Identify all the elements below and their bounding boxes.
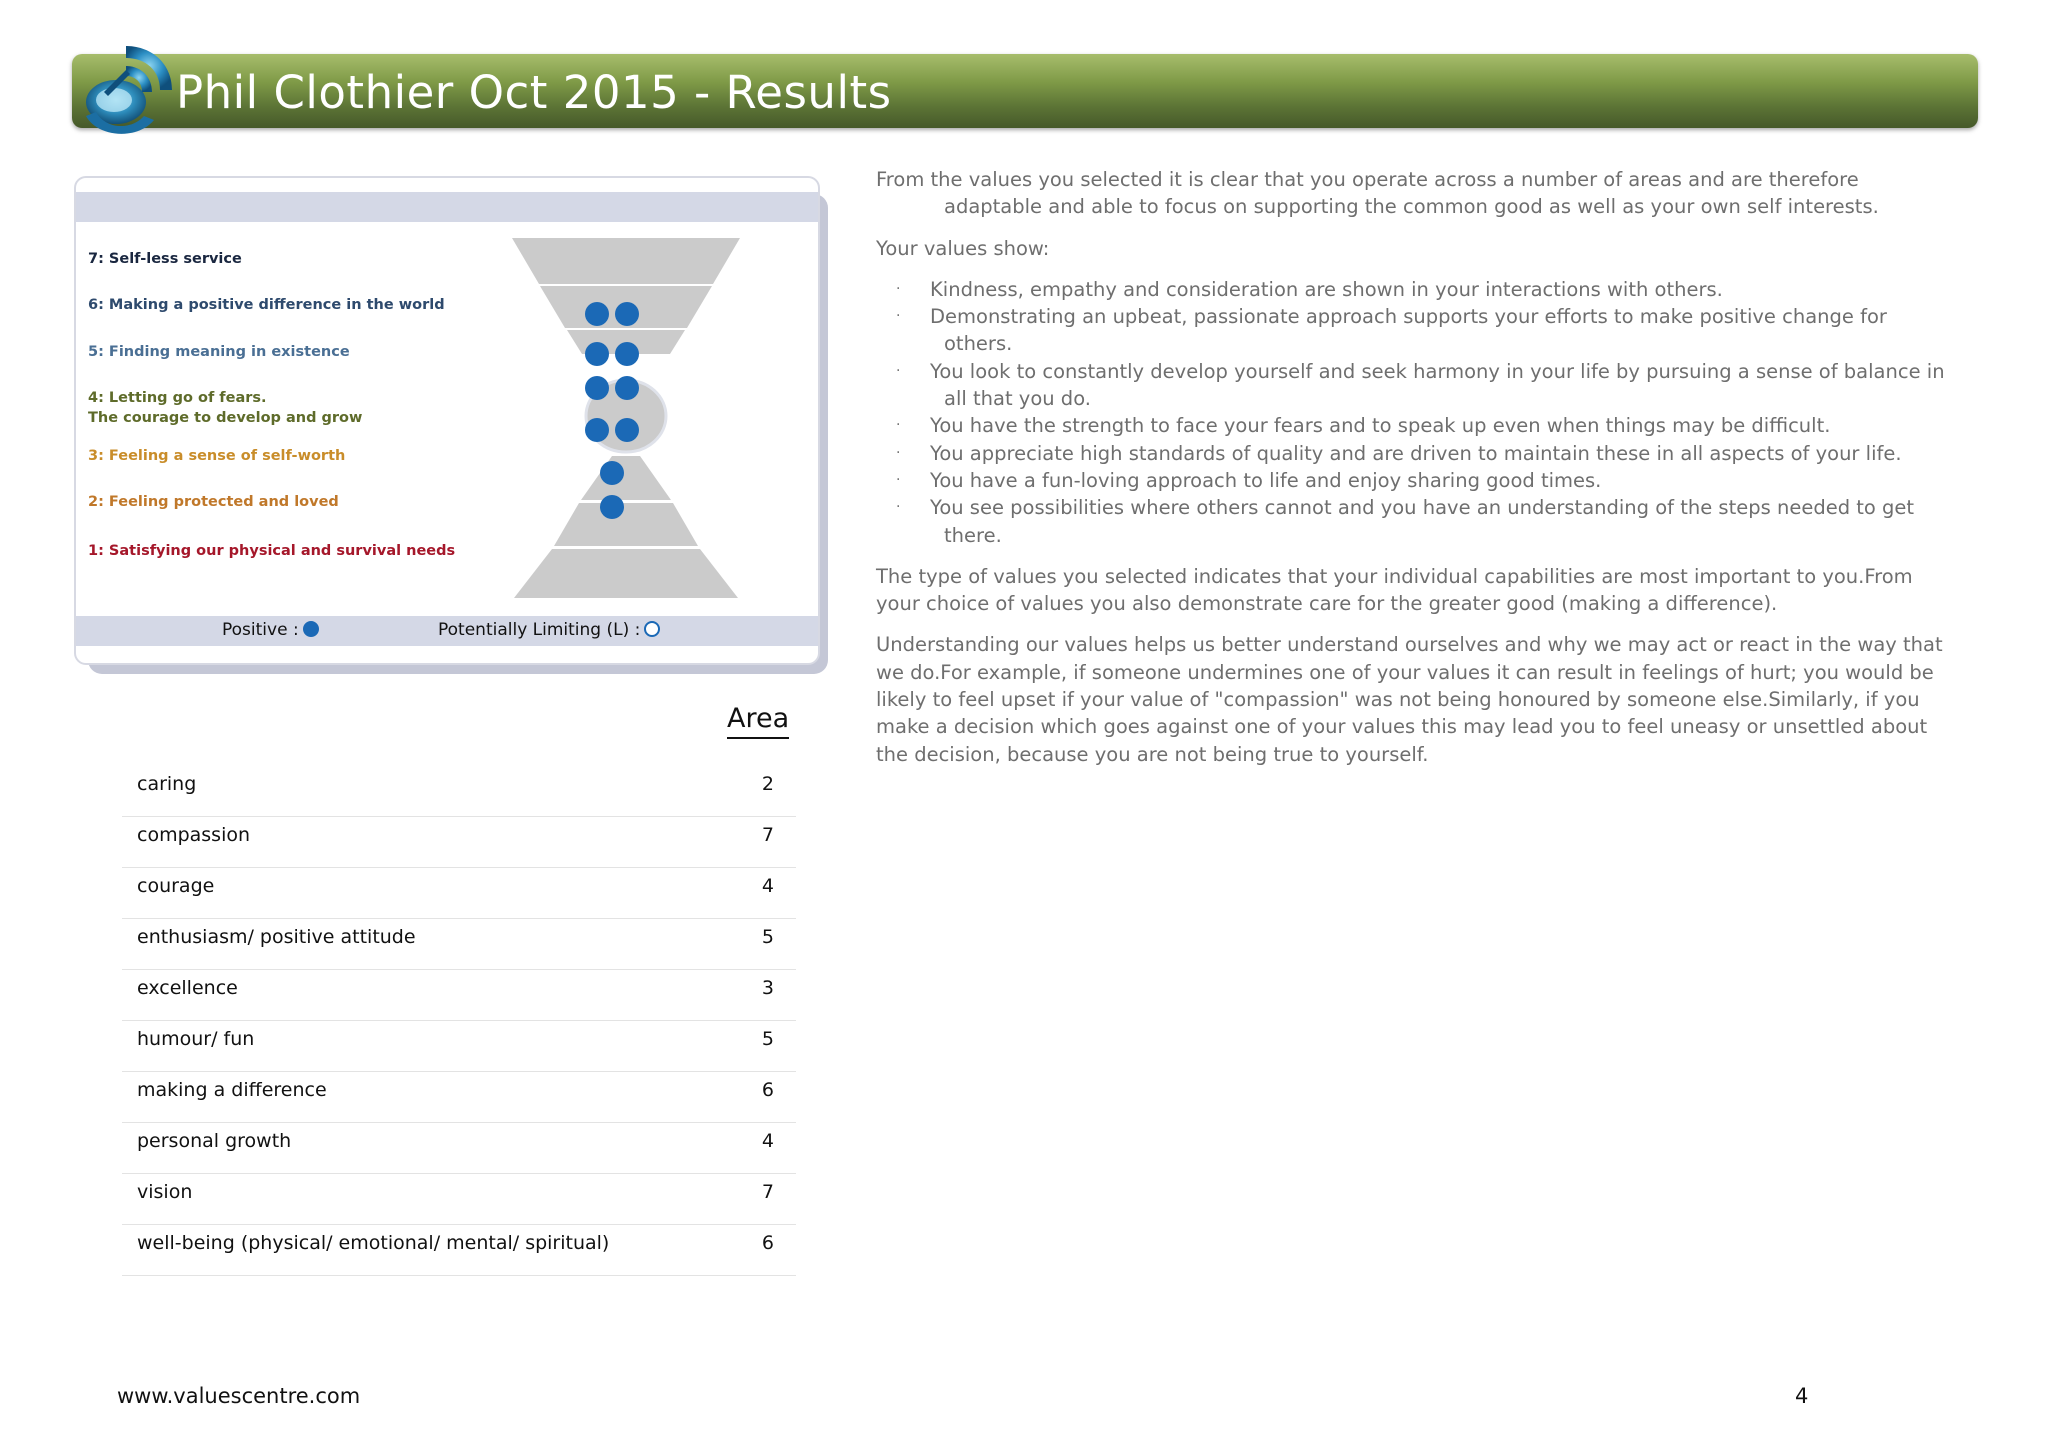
- level-6-label: 6: Making a positive difference in the world: [88, 297, 445, 313]
- valuescentre-logo-icon: [74, 42, 178, 146]
- bullet-text: Kindness, empathy and consideration are shown in your interactions with others.: [930, 277, 1723, 301]
- values-bullet: [876, 467, 1946, 494]
- bullet-dot-icon: ·: [896, 444, 901, 461]
- results-description: [876, 166, 1946, 782]
- positive-value-dot: [615, 376, 639, 400]
- level-1-shape: [514, 549, 738, 598]
- area-level-number: 2: [761, 773, 774, 795]
- values-bullet: [876, 494, 1946, 549]
- area-value-name: excellence: [137, 977, 238, 999]
- bullet-text: You look to constantly develop yourself and seek harmony in your life by pursuing a sense of balance in all that you do.: [930, 359, 1945, 411]
- area-value-name: humour/ fun: [137, 1028, 255, 1050]
- area-row: [122, 766, 796, 817]
- area-row: [122, 1123, 796, 1174]
- positive-value-dot: [600, 461, 624, 485]
- values-show-heading: Your values show:: [876, 236, 1050, 260]
- area-value-name: enthusiasm/ positive attitude: [137, 926, 416, 948]
- level-1-label: 1: Satisfying our physical and survival needs: [88, 543, 456, 559]
- bullet-dot-icon: ·: [896, 280, 901, 297]
- level-2-label: 2: Feeling protected and loved: [88, 494, 339, 510]
- values-bullet: [876, 440, 1946, 467]
- area-level-number: 6: [761, 1232, 774, 1254]
- header-banner: [72, 54, 1978, 128]
- area-level-number: 5: [761, 1028, 774, 1050]
- intro-paragraph: From the values you selected it is clear that you operate across a number of areas and are therefore adaptable and able to focus on supporting the common good as well as your own self interests.: [876, 168, 1879, 219]
- positive-value-dot: [585, 342, 609, 366]
- level-3-shape: [581, 456, 671, 500]
- area-level-number: 7: [761, 824, 774, 846]
- values-bullet: [876, 412, 1946, 439]
- level-3-label: 3: Feeling a sense of self-worth: [88, 448, 346, 464]
- positive-dot-icon: [303, 621, 319, 637]
- area-row: [122, 868, 796, 919]
- understanding-paragraph: Understanding our values helps us better understand ourselves and why we may act or react in the way that we do.For example, if someone undermines one of your values it can result in feelings of hurt; you would be likely to feel upset if your value of "compassion" was not being honoured by someone else.Similarly, if you make a decision which goes against one of your values this may lead you to feel uneasy or unsettled about the decision, because you are not being true to yourself.: [876, 633, 1943, 766]
- level-2-shape: [554, 503, 698, 546]
- area-row: [122, 817, 796, 868]
- area-row: [122, 970, 796, 1021]
- footer-url: www.valuescentre.com: [117, 1384, 361, 1408]
- bullet-dot-icon: ·: [896, 471, 901, 488]
- area-value-name: personal growth: [137, 1130, 292, 1152]
- area-level-number: 5: [761, 926, 774, 948]
- bullet-dot-icon: ·: [896, 417, 901, 434]
- bullet-text: You appreciate high standards of quality and are driven to maintain these in all aspects of your life.: [930, 441, 1902, 465]
- page-number: 4: [1795, 1384, 1809, 1408]
- legend-limiting: Potentially Limiting (L) :: [438, 620, 660, 640]
- positive-value-dot: [600, 495, 624, 519]
- area-value-name: vision: [137, 1181, 193, 1203]
- area-row: [122, 1174, 796, 1225]
- bullet-text: You see possibilities where others cannot and you have an understanding of the steps needed to get there.: [930, 496, 1915, 547]
- bullet-dot-icon: ·: [896, 499, 901, 516]
- bullet-dot-icon: ·: [896, 362, 901, 379]
- area-level-number: 4: [761, 1130, 774, 1152]
- values-chart-panel: [74, 176, 820, 665]
- type-paragraph: The type of values you selected indicates that your individual capabilities are most important to you.From your choice of values you also demonstrate care for the greater good (making a difference).: [876, 564, 1913, 616]
- bullet-dot-icon: ·: [896, 308, 901, 325]
- positive-value-dot: [585, 418, 609, 442]
- area-heading: Area: [727, 702, 789, 739]
- bullet-text: You have a fun-loving approach to life and enjoy sharing good times.: [930, 468, 1602, 492]
- area-row: [122, 1072, 796, 1123]
- level-4-label: 4: Letting go of fears. The courage to develop and grow: [88, 390, 363, 426]
- bullet-text: You have the strength to face your fears and to speak up even when things may be difficult.: [930, 414, 1831, 438]
- area-row: [122, 1225, 796, 1276]
- legend-positive: Positive :: [222, 620, 319, 640]
- positive-value-dot: [615, 302, 639, 326]
- area-level-number: 6: [761, 1079, 774, 1101]
- chart-legend-bar: [76, 616, 818, 646]
- positive-value-dot: [615, 342, 639, 366]
- area-row: [122, 1021, 796, 1072]
- level-7-shape: [512, 238, 740, 284]
- area-level-number: 4: [761, 875, 774, 897]
- positive-value-dot: [615, 418, 639, 442]
- values-bullet: [876, 276, 1946, 303]
- positive-value-dot: [585, 376, 609, 400]
- area-row: [122, 919, 796, 970]
- values-bullet: [876, 358, 1946, 413]
- level-5-label: 5: Finding meaning in existence: [88, 344, 350, 360]
- area-value-name: making a difference: [137, 1079, 327, 1101]
- values-bullet: [876, 303, 1946, 358]
- positive-value-dot: [585, 302, 609, 326]
- level-7-label: 7: Self-less service: [88, 251, 242, 267]
- area-value-name: well-being (physical/ emotional/ mental/ spiritual): [137, 1232, 610, 1254]
- area-level-number: 3: [761, 977, 774, 999]
- bullet-text: Demonstrating an upbeat, passionate approach supports your efforts to make positive change for others.: [930, 305, 1887, 356]
- area-value-name: compassion: [137, 824, 251, 846]
- values-bullet-list: [876, 276, 1946, 549]
- area-level-number: 7: [761, 1181, 774, 1203]
- area-value-name: courage: [137, 875, 215, 897]
- area-value-name: caring: [137, 773, 197, 795]
- page-title: Phil Clothier Oct 2015 - Results: [176, 66, 892, 119]
- limiting-dot-icon: [644, 621, 660, 637]
- area-table: [122, 766, 796, 1276]
